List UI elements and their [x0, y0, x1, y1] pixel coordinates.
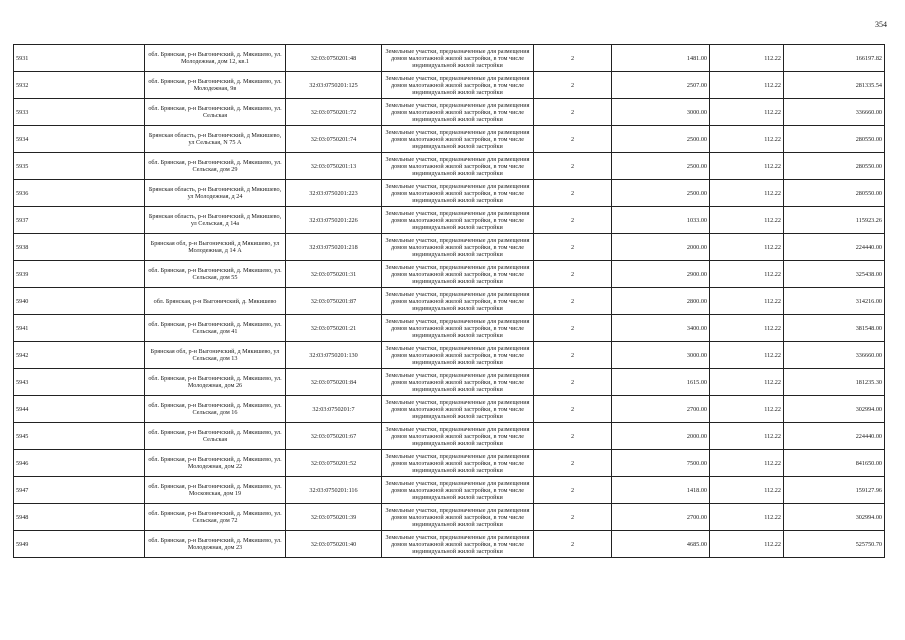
permitted-use-cell: Земельные участки, предназначенные для размещения домов малоэтажной жилой застройки, в том числе индивидуальной жилой застройки — [382, 261, 534, 288]
area-cell: 1033.00 — [612, 207, 710, 234]
table-row — [14, 315, 885, 342]
area-cell: 1418.00 — [612, 477, 710, 504]
area-cell: 2900.00 — [612, 261, 710, 288]
area-cell: 4685.00 — [612, 531, 710, 558]
table-row — [14, 342, 885, 369]
cadastral-value-cell: 115923.26 — [784, 207, 885, 234]
page-number: 354 — [875, 20, 887, 29]
area-cell: 3400.00 — [612, 315, 710, 342]
address-cell: обл. Брянская, р-н Выгоничский, д. Мякишево, ул. Сельская, дом 41 — [145, 315, 286, 342]
cadastral-number-cell: 32:03:0750201:74 — [286, 126, 382, 153]
table-row — [14, 99, 885, 126]
specific-value-cell: 112.22 — [710, 288, 784, 315]
table-row — [14, 126, 885, 153]
row-number-cell: 5941 — [14, 315, 145, 342]
group-cell: 2 — [534, 72, 612, 99]
table-row — [14, 450, 885, 477]
table-row — [14, 72, 885, 99]
specific-value-cell: 112.22 — [710, 504, 784, 531]
row-number-cell: 5937 — [14, 207, 145, 234]
cadastral-value-table — [13, 44, 885, 558]
specific-value-cell: 112.22 — [710, 450, 784, 477]
table-row — [14, 153, 885, 180]
cadastral-value-cell: 314216.00 — [784, 288, 885, 315]
specific-value-cell: 112.22 — [710, 396, 784, 423]
group-cell: 2 — [534, 342, 612, 369]
area-cell: 2507.00 — [612, 72, 710, 99]
table-row — [14, 288, 885, 315]
permitted-use-cell: Земельные участки, предназначенные для размещения домов малоэтажной жилой застройки, в том числе индивидуальной жилой застройки — [382, 99, 534, 126]
specific-value-cell: 112.22 — [710, 234, 784, 261]
cadastral-value-cell: 280550.00 — [784, 153, 885, 180]
row-number-cell: 5946 — [14, 450, 145, 477]
row-number-cell: 5942 — [14, 342, 145, 369]
cadastral-value-cell: 525750.70 — [784, 531, 885, 558]
group-cell: 2 — [534, 423, 612, 450]
table-row — [14, 396, 885, 423]
specific-value-cell: 112.22 — [710, 126, 784, 153]
address-cell: Брянская область, р-н Выгоничский, д Мякишево, ул Сельская, N 75 А — [145, 126, 286, 153]
specific-value-cell: 112.22 — [710, 531, 784, 558]
permitted-use-cell: Земельные участки, предназначенные для размещения домов малоэтажной жилой застройки, в том числе индивидуальной жилой застройки — [382, 234, 534, 261]
address-cell: обл. Брянская, р-н Выгоничский, д. Мякишево, ул. Сельская, дом 29 — [145, 153, 286, 180]
row-number-cell: 5932 — [14, 72, 145, 99]
cadastral-number-cell: 32:03:0750201:7 — [286, 396, 382, 423]
row-number-cell: 5938 — [14, 234, 145, 261]
table-row — [14, 207, 885, 234]
area-cell: 2700.00 — [612, 396, 710, 423]
table-row — [14, 261, 885, 288]
cadastral-value-cell: 159127.96 — [784, 477, 885, 504]
specific-value-cell: 112.22 — [710, 207, 784, 234]
cadastral-number-cell: 32:03:0750201:218 — [286, 234, 382, 261]
area-cell: 2800.00 — [612, 288, 710, 315]
group-cell: 2 — [534, 207, 612, 234]
group-cell: 2 — [534, 396, 612, 423]
specific-value-cell: 112.22 — [710, 99, 784, 126]
permitted-use-cell: Земельные участки, предназначенные для размещения домов малоэтажной жилой застройки, в том числе индивидуальной жилой застройки — [382, 126, 534, 153]
address-cell: обл. Брянская, р-н Выгоничский, д. Мякишево, ул. Сельская, дом 72 — [145, 504, 286, 531]
area-cell: 2500.00 — [612, 153, 710, 180]
specific-value-cell: 112.22 — [710, 72, 784, 99]
cadastral-number-cell: 32:03:0750201:72 — [286, 99, 382, 126]
group-cell: 2 — [534, 531, 612, 558]
cadastral-number-cell: 32:03:0750201:40 — [286, 531, 382, 558]
group-cell: 2 — [534, 477, 612, 504]
cadastral-number-cell: 32:03:0750201:39 — [286, 504, 382, 531]
cadastral-number-cell: 32:03:0750201:84 — [286, 369, 382, 396]
group-cell: 2 — [534, 99, 612, 126]
area-cell: 2500.00 — [612, 126, 710, 153]
row-number-cell: 5943 — [14, 369, 145, 396]
cadastral-value-cell: 280550.00 — [784, 126, 885, 153]
row-number-cell: 5945 — [14, 423, 145, 450]
cadastral-value-cell: 166197.82 — [784, 45, 885, 72]
table-row — [14, 531, 885, 558]
address-cell: обл. Брянская, р-н Выгоничский, д. Мякишево, ул. Сельская — [145, 99, 286, 126]
cadastral-value-cell: 302994.00 — [784, 504, 885, 531]
group-cell: 2 — [534, 180, 612, 207]
cadastral-number-cell: 32:03:0750201:87 — [286, 288, 382, 315]
area-cell: 1615.00 — [612, 369, 710, 396]
specific-value-cell: 112.22 — [710, 180, 784, 207]
area-cell: 2000.00 — [612, 234, 710, 261]
address-cell: обл. Брянская, р-н Выгоничский, д. Мякишево, ул. Сельская, дом 55 — [145, 261, 286, 288]
row-number-cell: 5948 — [14, 504, 145, 531]
cadastral-value-cell: 224440.00 — [784, 234, 885, 261]
permitted-use-cell: Земельные участки, предназначенные для размещения домов малоэтажной жилой застройки, в том числе индивидуальной жилой застройки — [382, 72, 534, 99]
specific-value-cell: 112.22 — [710, 261, 784, 288]
permitted-use-cell: Земельные участки, предназначенные для размещения домов малоэтажной жилой застройки, в том числе индивидуальной жилой застройки — [382, 477, 534, 504]
cadastral-value-cell: 336660.00 — [784, 99, 885, 126]
permitted-use-cell: Земельные участки, предназначенные для размещения домов малоэтажной жилой застройки, в том числе индивидуальной жилой застройки — [382, 288, 534, 315]
permitted-use-cell: Земельные участки, предназначенные для размещения домов малоэтажной жилой застройки, в том числе индивидуальной жилой застройки — [382, 369, 534, 396]
table-row — [14, 234, 885, 261]
specific-value-cell: 112.22 — [710, 153, 784, 180]
permitted-use-cell: Земельные участки, предназначенные для размещения домов малоэтажной жилой застройки, в том числе индивидуальной жилой застройки — [382, 45, 534, 72]
row-number-cell: 5949 — [14, 531, 145, 558]
address-cell: Брянская обл, р-н Выгоничский, д Мякишево, ул Сельская, дом 13 — [145, 342, 286, 369]
permitted-use-cell: Земельные участки, предназначенные для размещения домов малоэтажной жилой застройки, в том числе индивидуальной жилой застройки — [382, 153, 534, 180]
row-number-cell: 5947 — [14, 477, 145, 504]
address-cell: Брянская обл, р-н Выгоничский, д Мякишево, ул Молодежная, д 14 А — [145, 234, 286, 261]
table-row — [14, 369, 885, 396]
permitted-use-cell: Земельные участки, предназначенные для размещения домов малоэтажной жилой застройки, в том числе индивидуальной жилой застройки — [382, 315, 534, 342]
permitted-use-cell: Земельные участки, предназначенные для размещения домов малоэтажной жилой застройки, в том числе индивидуальной жилой застройки — [382, 342, 534, 369]
row-number-cell: 5940 — [14, 288, 145, 315]
address-cell: Брянская область, р-н Выгоничский, д Мякишево, ул Молодежная, д 24 — [145, 180, 286, 207]
cadastral-number-cell: 32:03:0750201:67 — [286, 423, 382, 450]
group-cell: 2 — [534, 450, 612, 477]
cadastral-number-cell: 32:03:0750201:226 — [286, 207, 382, 234]
group-cell: 2 — [534, 504, 612, 531]
area-cell: 3000.00 — [612, 342, 710, 369]
table-body — [14, 45, 885, 558]
cadastral-number-cell: 32:03:0750201:13 — [286, 153, 382, 180]
group-cell: 2 — [534, 261, 612, 288]
permitted-use-cell: Земельные участки, предназначенные для размещения домов малоэтажной жилой застройки, в том числе индивидуальной жилой застройки — [382, 207, 534, 234]
specific-value-cell: 112.22 — [710, 45, 784, 72]
cadastral-value-cell: 302994.00 — [784, 396, 885, 423]
group-cell: 2 — [534, 45, 612, 72]
cadastral-value-cell: 224440.00 — [784, 423, 885, 450]
specific-value-cell: 112.22 — [710, 423, 784, 450]
cadastral-number-cell: 32:03:0750201:125 — [286, 72, 382, 99]
address-cell: обл. Брянская, р-н Выгоничский, д. Мякишево — [145, 288, 286, 315]
permitted-use-cell: Земельные участки, предназначенные для размещения домов малоэтажной жилой застройки, в том числе индивидуальной жилой застройки — [382, 396, 534, 423]
cadastral-value-cell: 325438.00 — [784, 261, 885, 288]
cadastral-number-cell: 32:03:0750201:21 — [286, 315, 382, 342]
cadastral-number-cell: 32:03:0750201:52 — [286, 450, 382, 477]
area-cell: 2000.00 — [612, 423, 710, 450]
cadastral-value-cell: 181235.30 — [784, 369, 885, 396]
cadastral-value-cell: 281335.54 — [784, 72, 885, 99]
permitted-use-cell: Земельные участки, предназначенные для размещения домов малоэтажной жилой застройки, в том числе индивидуальной жилой застройки — [382, 423, 534, 450]
address-cell: обл. Брянская, р-н Выгоничский, д. Мякишево, ул. Сельская, дом 16 — [145, 396, 286, 423]
cadastral-number-cell: 32:03:0750201:48 — [286, 45, 382, 72]
group-cell: 2 — [534, 288, 612, 315]
group-cell: 2 — [534, 315, 612, 342]
address-cell: обл. Брянская, р-н Выгоничский, д. Мякишево, ул. Московская, дом 19 — [145, 477, 286, 504]
group-cell: 2 — [534, 369, 612, 396]
specific-value-cell: 112.22 — [710, 369, 784, 396]
row-number-cell: 5936 — [14, 180, 145, 207]
row-number-cell: 5944 — [14, 396, 145, 423]
table-row — [14, 504, 885, 531]
permitted-use-cell: Земельные участки, предназначенные для размещения домов малоэтажной жилой застройки, в том числе индивидуальной жилой застройки — [382, 180, 534, 207]
row-number-cell: 5933 — [14, 99, 145, 126]
specific-value-cell: 112.22 — [710, 315, 784, 342]
table-row — [14, 180, 885, 207]
table-row — [14, 45, 885, 72]
specific-value-cell: 112.22 — [710, 477, 784, 504]
table-row — [14, 423, 885, 450]
cadastral-value-cell: 280550.00 — [784, 180, 885, 207]
address-cell: обл. Брянская, р-н Выгоничский, д. Мякишево, ул. Молодежная, дом 23 — [145, 531, 286, 558]
area-cell: 3000.00 — [612, 99, 710, 126]
row-number-cell: 5931 — [14, 45, 145, 72]
area-cell: 1481.00 — [612, 45, 710, 72]
cadastral-value-cell: 381548.00 — [784, 315, 885, 342]
cadastral-number-cell: 32:03:0750201:31 — [286, 261, 382, 288]
address-cell: обл. Брянская, р-н Выгоничский, д. Мякишево, ул. Молодежная, дом 22 — [145, 450, 286, 477]
cadastral-number-cell: 32:03:0750201:130 — [286, 342, 382, 369]
permitted-use-cell: Земельные участки, предназначенные для размещения домов малоэтажной жилой застройки, в том числе индивидуальной жилой застройки — [382, 531, 534, 558]
cadastral-value-cell: 336660.00 — [784, 342, 885, 369]
area-cell: 2700.00 — [612, 504, 710, 531]
address-cell: обл. Брянская, р-н Выгоничский, д. Мякишево, ул. Сельская — [145, 423, 286, 450]
cadastral-value-cell: 841650.00 — [784, 450, 885, 477]
cadastral-number-cell: 32:03:0750201:223 — [286, 180, 382, 207]
address-cell: обл. Брянская, р-н Выгоничский, д. Мякишево, ул. Молодежная, дом 12, кв.1 — [145, 45, 286, 72]
specific-value-cell: 112.22 — [710, 342, 784, 369]
cadastral-number-cell: 32:03:0750201:116 — [286, 477, 382, 504]
permitted-use-cell: Земельные участки, предназначенные для размещения домов малоэтажной жилой застройки, в том числе индивидуальной жилой застройки — [382, 504, 534, 531]
group-cell: 2 — [534, 234, 612, 261]
address-cell: обл. Брянская, р-н Выгоничский, д. Мякишево, ул. Молодежная, дом 26 — [145, 369, 286, 396]
row-number-cell: 5935 — [14, 153, 145, 180]
group-cell: 2 — [534, 126, 612, 153]
group-cell: 2 — [534, 153, 612, 180]
row-number-cell: 5939 — [14, 261, 145, 288]
area-cell: 2500.00 — [612, 180, 710, 207]
row-number-cell: 5934 — [14, 126, 145, 153]
address-cell: Брянская область, р-н Выгоничский, д Мякишево, ул Сельская, д 14а — [145, 207, 286, 234]
table-row — [14, 477, 885, 504]
address-cell: обл. Брянская, р-н Выгоничский, д. Мякишево, ул. Молодежная, 9в — [145, 72, 286, 99]
permitted-use-cell: Земельные участки, предназначенные для размещения домов малоэтажной жилой застройки, в том числе индивидуальной жилой застройки — [382, 450, 534, 477]
area-cell: 7500.00 — [612, 450, 710, 477]
